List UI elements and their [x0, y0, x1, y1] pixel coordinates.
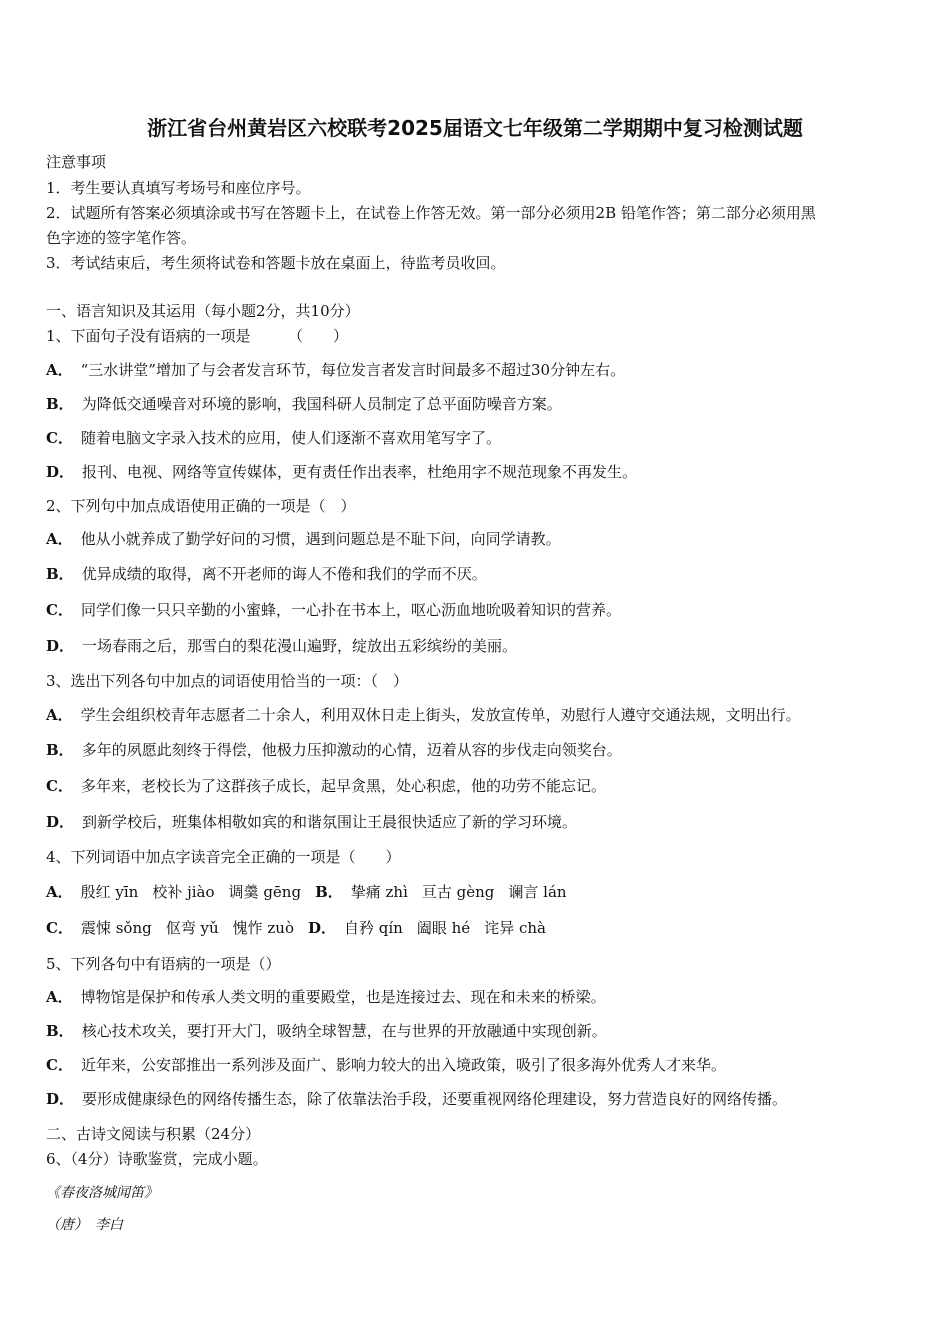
- exam-title: 浙江省台州黄岩区六校联考2025届语文七年级第二学期期中复习检测试题: [147, 116, 803, 140]
- option-row: [46, 462, 637, 482]
- option-text: 博物馆是保护和传承人类文明的重要殿堂，也是连接过去、现在和未来的桥梁。: [80, 988, 606, 1006]
- option-text: 优异成绩的取得，离不开老师的诲人不倦和我们的学而不厌。: [81, 565, 487, 583]
- poem-title: 《春夜洛城闻笛》: [46, 1185, 158, 1201]
- notice-item: 2．试题所有答案必须填涂或书写在答题卡上，在试卷上作答无效。第一部分必须用2B 铅笔作答；第二部分必须用黑: [46, 204, 816, 222]
- option-row: [46, 1089, 787, 1109]
- option-label: A．: [46, 361, 73, 379]
- option-text: 多年来，老校长为了这群孩子成长，起早贪黑，处心积虑，他的功劳不能忘记。: [80, 777, 606, 795]
- option-label: D．: [46, 463, 75, 481]
- option-text: 为降低交通噪音对环境的影响，我国科研人员制定了总平面防噪音方案。: [81, 395, 562, 413]
- option-row: [46, 812, 577, 832]
- notice-heading: 注意事项: [46, 153, 107, 171]
- question-stem: 6、（4分）诗歌鉴赏，完成小题。: [46, 1150, 268, 1168]
- pinyin-item: 调羹 gēng: [228, 883, 302, 901]
- option-row: [46, 1021, 607, 1041]
- option-row: [46, 394, 562, 414]
- pinyin-item: 谰言 lán: [508, 883, 567, 901]
- pinyin-item: 诧异 chà: [484, 919, 546, 937]
- option-label: A．: [46, 706, 73, 724]
- notice-item: 1．考生要认真填写考场号和座位序号。: [46, 179, 311, 197]
- question-stem: 1、下面句子没有语病的一项是 （ ）: [46, 327, 349, 345]
- option-text: 随着电脑文字录入技术的应用，使人们逐渐不喜欢用笔写字了。: [80, 429, 501, 447]
- option-label: B．: [315, 883, 343, 901]
- pinyin-item: 愧怍 zuò: [232, 919, 294, 937]
- option-label: C．: [46, 777, 73, 795]
- option-text: 学生会组织校青年志愿者二十余人，利用双休日走上街头，发放宣传单，劝慰行人遵守交通法规，文明出行。: [80, 706, 801, 724]
- option-label: A．: [46, 883, 73, 901]
- option-label: C．: [46, 1056, 73, 1074]
- option-text: 一场春雨之后，那雪白的梨花漫山遍野，绽放出五彩缤纷的美丽。: [82, 637, 518, 655]
- pinyin-item: 自矜 qín: [344, 919, 403, 937]
- option-label: B．: [46, 1022, 74, 1040]
- option-row: [46, 882, 581, 902]
- question-stem: 5、下列各句中有语病的一项是（）: [46, 955, 281, 973]
- option-label: D．: [46, 813, 75, 831]
- option-text: “三水讲堂”增加了与会者发言环节，每位发言者发言时间最多不超过30分钟左右。: [80, 361, 626, 379]
- option-label: C．: [46, 429, 73, 447]
- option-row: [46, 636, 517, 656]
- option-label: D．: [46, 1090, 75, 1108]
- question-stem: 3、选出下列各句中加点的词语使用恰当的一项：（ ）: [46, 672, 409, 690]
- option-label: A．: [46, 988, 73, 1006]
- pinyin-item: 亘古 gèng: [421, 883, 495, 901]
- option-label: D．: [308, 919, 337, 937]
- poem-author: （唐） 李白: [46, 1217, 123, 1233]
- section-heading: 二、古诗文阅读与积累（24分）: [46, 1125, 261, 1143]
- option-text: 同学们像一只只辛勤的小蜜蜂，一心扑在书本上，呕心沥血地吮吸着知识的营养。: [80, 601, 621, 619]
- option-row: [46, 529, 561, 549]
- option-text: 他从小就养成了勤学好问的习惯，遇到问题总是不耻下问，向同学请教。: [80, 530, 561, 548]
- pinyin-item: 挚痛 zhì: [350, 883, 408, 901]
- option-label: A．: [46, 530, 73, 548]
- section-heading: 一、语言知识及其运用（每小题2分，共10分）: [46, 302, 360, 320]
- pinyin-item: 殷红 yīn: [80, 883, 139, 901]
- pinyin-item: 阖眼 hé: [416, 919, 471, 937]
- option-label: C．: [46, 601, 73, 619]
- option-text: 报刊、电视、网络等宣传媒体，更有责任作出表率，杜绝用字不规范现象不再发生。: [82, 463, 638, 481]
- option-row: [46, 987, 606, 1007]
- option-row: [46, 1055, 726, 1075]
- question-stem: 2、下列句中加点成语使用正确的一项是（ ）: [46, 497, 356, 515]
- option-label: B．: [46, 741, 74, 759]
- option-text: 要形成健康绿色的网络传播生态，除了依靠法治手段，还要重视网络伦理建设，努力营造良好的网络传播。: [82, 1090, 788, 1108]
- notice-item: 色字迹的签字笔作答。: [46, 229, 197, 247]
- option-row: [46, 600, 621, 620]
- option-label: B．: [46, 395, 74, 413]
- pinyin-item: 伛弯 yǔ: [165, 919, 219, 937]
- option-row: [46, 360, 625, 380]
- option-text: 近年来，公安部推出一系列涉及面广、影响力较大的出入境政策，吸引了很多海外优秀人才来华。: [80, 1056, 726, 1074]
- option-text: 多年的夙愿此刻终于得偿，他极力压抑激动的心情，迈着从容的步伐走向领奖台。: [81, 741, 622, 759]
- option-row: [46, 705, 801, 725]
- option-row: [46, 428, 501, 448]
- pinyin-item: 震悚 sǒng: [80, 919, 152, 937]
- question-stem: 4、下列词语中加点字读音完全正确的一项是（ ）: [46, 848, 401, 866]
- option-label: C．: [46, 919, 73, 937]
- option-label: B．: [46, 565, 74, 583]
- notice-item: 3．考试结束后，考生须将试卷和答题卡放在桌面上，待监考员收回。: [46, 254, 506, 272]
- option-row: [46, 740, 622, 760]
- option-row: [46, 918, 560, 938]
- option-label: D．: [46, 637, 75, 655]
- option-text: 核心技术攻关，要打开大门，吸纳全球智慧，在与世界的开放融通中实现创新。: [81, 1022, 607, 1040]
- option-text: 到新学校后，班集体相敬如宾的和谐氛围让王晨很快适应了新的学习环境。: [82, 813, 578, 831]
- pinyin-item: 校补 jiào: [152, 883, 215, 901]
- option-row: [46, 564, 487, 584]
- option-row: [46, 776, 606, 796]
